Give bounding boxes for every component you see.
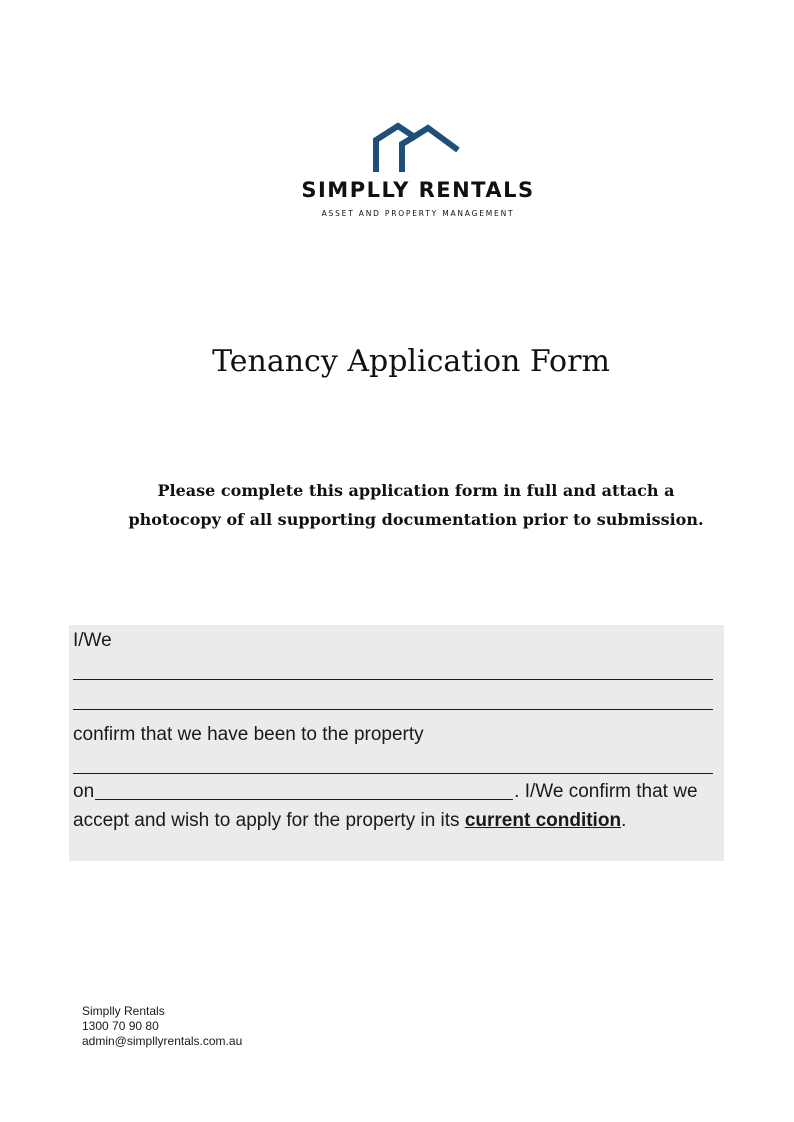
current-condition-emphasis: current condition — [464, 810, 622, 831]
brand-name: SIMPLLY RENTALS — [301, 178, 535, 202]
accept-suffix: . — [621, 810, 627, 831]
intro-label: I/We — [73, 630, 112, 651]
inspection-date-line[interactable] — [95, 781, 513, 800]
accept-sentence — [73, 810, 626, 832]
house-roofs-icon — [372, 122, 462, 174]
confirm-tail: . I/We confirm that we — [514, 781, 698, 802]
confirmation-box — [69, 625, 724, 861]
applicant-name-line-2[interactable] — [73, 709, 713, 710]
footer-email: admin@simpllyrentals.com.au — [82, 1034, 243, 1048]
page-title: Tenancy Application Form — [212, 344, 610, 379]
footer-contact — [82, 1004, 242, 1049]
confirm-property-label: confirm that we have been to the property — [73, 724, 424, 745]
brand-tagline: ASSET AND PROPERTY MANAGEMENT — [321, 209, 515, 218]
footer-phone: 1300 70 90 80 — [82, 1019, 159, 1033]
property-address-line[interactable] — [73, 773, 713, 774]
instructions-text: Please complete this application form in full and attach a photocopy of all supporting documentation prior to submission. — [128, 481, 704, 529]
on-label: on — [73, 781, 95, 802]
footer-company: Simplly Rentals — [82, 1004, 165, 1018]
accept-prefix: accept and wish to apply for the property in its — [73, 810, 465, 831]
date-sentence — [73, 781, 698, 803]
applicant-name-line-1[interactable] — [73, 679, 713, 680]
